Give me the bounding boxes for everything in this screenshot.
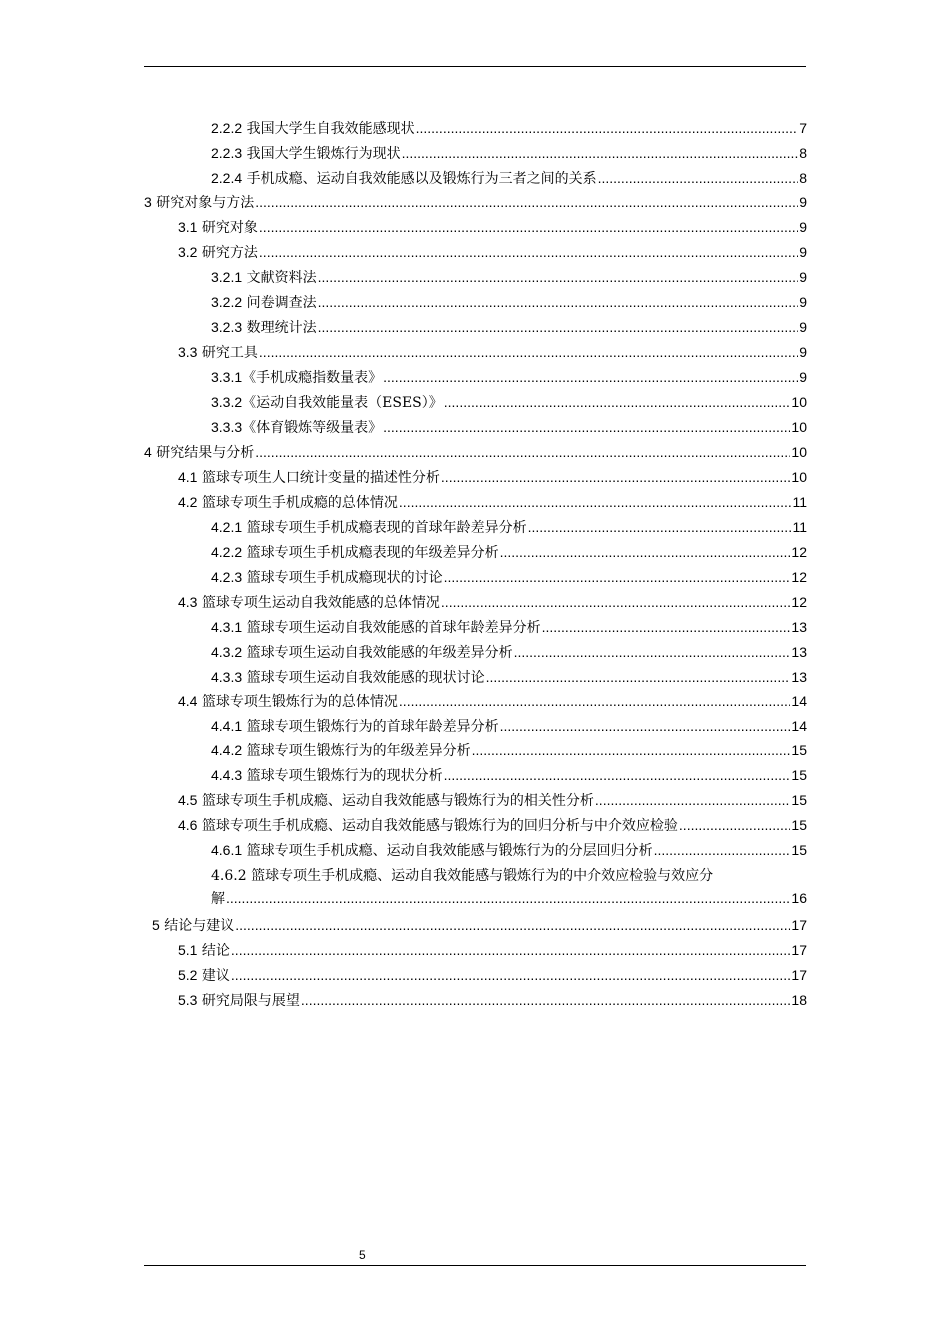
toc-entry-title: 结论: [197, 943, 230, 959]
toc-entry[interactable]: [144, 192, 807, 213]
toc-leader-dots: [472, 740, 791, 760]
toc-entry[interactable]: [211, 765, 807, 786]
toc-entry-number: 5.2: [178, 967, 198, 983]
toc-leader-dots: [528, 517, 792, 537]
toc-entry-page: 9: [799, 269, 807, 285]
toc-leader-dots: [259, 217, 798, 237]
toc-entry-label: [211, 765, 443, 786]
toc-entry-number: 3.1: [178, 219, 198, 235]
toc-entry-page: 10: [791, 444, 807, 460]
toc-entry-title: 篮球专项生运动自我效能感的年级差异分析: [242, 645, 513, 661]
toc-entry[interactable]: [178, 790, 807, 811]
toc-entry-title: 篮球专项生锻炼行为的首球年龄差异分析: [242, 719, 499, 735]
toc-entry-label: [178, 990, 300, 1011]
toc-entry-page: 10: [791, 419, 807, 435]
toc-entry[interactable]: [211, 292, 807, 313]
toc-entry-title: 篮球专项生人口统计变量的描述性分析: [197, 470, 440, 486]
toc-entry-label: [211, 567, 443, 588]
toc-entry-page: 11: [792, 494, 807, 510]
toc-entry-label: [211, 292, 317, 313]
toc-entry-number: 4.2.1: [211, 519, 243, 535]
toc-entry-label: [211, 417, 382, 438]
toc-entry-label: [211, 392, 443, 413]
toc-entry-label: [211, 667, 485, 688]
toc-entry-page: 17: [791, 967, 807, 983]
toc-leader-dots: [235, 915, 790, 935]
toc-entry-page: 15: [791, 767, 807, 783]
toc-entry-title: 数理统计法: [242, 320, 317, 336]
toc-entry-title: 篮球专项生运动自我效能感的现状讨论: [242, 670, 485, 686]
toc-entry-page: 13: [791, 669, 807, 685]
toc-entry-label: [178, 815, 678, 836]
toc-entry-title: 篮球专项生锻炼行为的总体情况: [197, 694, 398, 710]
toc-entry-title-line2: [211, 888, 807, 909]
toc-leader-dots: [231, 940, 791, 960]
toc-leader-dots: [383, 417, 790, 437]
toc-entry-label: [178, 592, 440, 613]
toc-entry-number: 3.3.3: [211, 419, 243, 435]
toc-entry-number: 3.2.2: [211, 294, 243, 310]
toc-entry-number: 4.2.2: [211, 544, 243, 560]
toc-entry-number: 3.2.3: [211, 319, 243, 335]
toc-entry-page: 15: [791, 817, 807, 833]
toc-entry-page: 18: [791, 992, 807, 1008]
toc-entry-title: 篮球专项生手机成瘾的总体情况: [197, 495, 398, 511]
toc-entry[interactable]: [211, 143, 807, 164]
toc-entry-page: 15: [791, 792, 807, 808]
toc-entry-number: 5: [152, 917, 160, 933]
toc-entry[interactable]: [211, 118, 807, 139]
toc-entry-title: 研究对象与方法: [151, 195, 255, 211]
toc-entry-label: [211, 542, 499, 563]
toc-leader-dots: [654, 840, 791, 860]
toc-entry[interactable]: [211, 367, 807, 388]
toc-entry-label: [211, 118, 415, 139]
toc-entry-label: [178, 492, 398, 513]
toc-entry-label: [211, 840, 653, 861]
toc-entry-label: [178, 790, 594, 811]
toc-entry[interactable]: [211, 567, 807, 588]
toc-entry-page: 17: [791, 942, 807, 958]
toc-entry[interactable]: [152, 915, 807, 936]
toc-entry[interactable]: [178, 990, 807, 1011]
toc-entry-page: 12: [791, 569, 807, 585]
toc-leader-dots: [255, 192, 798, 212]
toc-leader-dots: [679, 815, 791, 835]
footer-page-number: 5: [359, 1248, 366, 1262]
toc-entry-number: 4.4.1: [211, 718, 243, 734]
toc-entry-label: [211, 367, 382, 388]
toc-entry-page: 9: [799, 294, 807, 310]
toc-entry[interactable]: [178, 467, 807, 488]
toc-entry-title: 篮球专项生手机成瘾表现的首球年龄差异分析: [242, 520, 527, 536]
toc-entry-number: 4.4.3: [211, 767, 243, 783]
toc-entry[interactable]: [211, 617, 807, 638]
toc-entry-number: 4.3.3: [211, 669, 243, 685]
toc-entry-label: [211, 517, 527, 538]
toc-leader-dots: [402, 143, 799, 163]
toc-entry-title: 篮球专项生手机成瘾现状的讨论: [242, 570, 443, 586]
toc-entry-label: [211, 143, 401, 164]
toc-entry-page: 13: [791, 644, 807, 660]
toc-entry-number: 2.2.3: [211, 145, 243, 161]
toc-entry-title: 问卷调查法: [242, 295, 317, 311]
toc-entry[interactable]: [211, 392, 807, 413]
toc-entry-number: 2.2.4: [211, 170, 243, 186]
toc-leader-dots: [259, 242, 798, 262]
toc-entry-label: [211, 267, 317, 288]
toc-leader-dots: [259, 342, 798, 362]
toc-entry-page: 9: [799, 319, 807, 335]
toc-entry-label: [211, 617, 541, 638]
toc-entry-page: 15: [791, 742, 807, 758]
toc-entry-title: 篮球专项生锻炼行为的年级差异分析: [242, 743, 471, 759]
toc-entry-label: [211, 317, 317, 338]
toc-entry-label: [211, 642, 513, 663]
toc-leader-dots: [301, 990, 791, 1010]
toc-leader-dots: [444, 567, 791, 587]
toc-entry-label: [178, 217, 258, 238]
toc-leader-dots: [399, 691, 791, 711]
toc-entry-number: 4.6.1: [211, 842, 243, 858]
toc-entry-label: [211, 716, 499, 737]
toc-leader-dots: [226, 888, 790, 908]
toc-entry[interactable]: [178, 217, 807, 238]
toc-entry-page: 10: [791, 469, 807, 485]
toc-entry-label: [178, 940, 230, 961]
toc-entry[interactable]: [211, 740, 807, 761]
toc-entry-label: [178, 691, 398, 712]
toc-entry-page: 9: [799, 344, 807, 360]
toc-entry-title: 篮球专项生手机成瘾、运动自我效能感与锻炼行为的分层回归分析: [242, 843, 653, 859]
toc-entry-title: 篮球专项生手机成瘾、运动自我效能感与锻炼行为的回归分析与中介效应检验: [197, 818, 678, 834]
toc-entry-page: 13: [791, 619, 807, 635]
toc-entry-title: 研究局限与展望: [197, 993, 300, 1009]
toc-leader-dots: [383, 367, 798, 387]
toc-entry-title: 我国大学生自我效能感现状: [242, 121, 415, 137]
toc-entry-number: 4.4: [178, 693, 198, 709]
toc-leader-dots: [441, 592, 791, 612]
toc-entry-page: 10: [791, 394, 807, 410]
toc-entry-number: 4.3.1: [211, 619, 243, 635]
toc-leader-dots: [318, 292, 799, 312]
toc-entry-page: 8: [799, 170, 807, 186]
toc-entry-number: 3.3.2: [211, 394, 243, 410]
toc-entry-title: 研究方法: [197, 245, 258, 261]
toc-leader-dots: [444, 392, 791, 412]
toc-entry[interactable]: [211, 716, 807, 737]
toc-entry[interactable]: [211, 517, 807, 538]
toc-entry-title: 篮球专项生运动自我效能感的首球年龄差异分析: [242, 620, 541, 636]
toc-entry-title-line1: [211, 864, 807, 888]
toc-entry-number: 4.2: [178, 494, 198, 510]
toc-entry-page: 9: [799, 244, 807, 260]
header-rule: [144, 66, 806, 67]
toc-entry-page: 9: [799, 369, 807, 385]
toc-entry-number: 3.3: [178, 344, 198, 360]
toc-leader-dots: [399, 492, 792, 512]
toc-entry[interactable]: [211, 840, 807, 861]
toc-entry[interactable]: [178, 965, 807, 986]
toc-entry-number: 2.2.2: [211, 120, 243, 136]
toc-entry-title: 《手机成瘾指数量表》: [242, 370, 383, 386]
toc-leader-dots: [514, 642, 791, 662]
toc-leader-dots: [441, 467, 791, 487]
toc-entry-number: 4.5: [178, 792, 198, 808]
toc-entry-number: 5.3: [178, 992, 198, 1008]
toc-entry-label: [178, 965, 230, 986]
toc-entry-number: 3.3.1: [211, 369, 243, 385]
toc-leader-dots: [500, 716, 791, 736]
toc-entry-number: 4.6.2: [211, 868, 247, 884]
toc-entry-title: 篮球专项生手机成瘾表现的年级差异分析: [242, 545, 499, 561]
toc-leader-dots: [318, 317, 799, 337]
toc-entry-number: 3: [144, 194, 152, 210]
toc-entry-number: 3.2: [178, 244, 198, 260]
toc-entry-page: 17: [791, 917, 807, 933]
toc-entry-page: 8: [799, 145, 807, 161]
toc-entry-number: 3.2.1: [211, 269, 243, 285]
toc-leader-dots: [542, 617, 791, 637]
toc-leader-dots: [255, 442, 790, 462]
toc-leader-dots: [598, 168, 799, 188]
toc-leader-dots: [318, 267, 799, 287]
toc-entry-page: 11: [792, 519, 807, 535]
toc-leader-dots: [444, 765, 791, 785]
toc-entry-number: 4.3.2: [211, 644, 243, 660]
toc-entry-number: 4.4.2: [211, 742, 243, 758]
toc-entry-title: 篮球专项生手机成瘾、运动自我效能感与锻炼行为的中介效应检验与效应分: [246, 868, 714, 884]
toc-entry-page: 12: [791, 594, 807, 610]
toc-entry[interactable]: [211, 642, 807, 663]
toc-entry-number: 4.1: [178, 469, 198, 485]
toc-entry-title: 结论与建议: [159, 918, 235, 934]
toc-entry[interactable]: [178, 691, 807, 712]
toc-entry-title: 研究结果与分析: [151, 445, 255, 461]
toc-entry-label: [211, 168, 597, 189]
toc-entry-title: 手机成瘾、运动自我效能感以及锻炼行为三者之间的关系: [242, 171, 597, 187]
toc-entry[interactable]: [178, 342, 807, 363]
toc-entry-page: 9: [799, 194, 807, 210]
toc-leader-dots: [231, 965, 791, 985]
toc-leader-dots: [486, 667, 791, 687]
toc-entry-label: [144, 192, 254, 213]
footer-rule: [144, 1265, 806, 1266]
toc-entry[interactable]: [144, 442, 807, 463]
toc-entry[interactable]: [211, 667, 807, 688]
toc-entry[interactable]: [211, 542, 807, 563]
toc-entry-number: 4.3: [178, 594, 198, 610]
toc-entry-label: [152, 915, 234, 936]
toc-entry-number: 4: [144, 444, 152, 460]
toc-entry-number: 4.6: [178, 817, 198, 833]
toc-entry-title: 文献资料法: [242, 270, 317, 286]
toc-leader-dots: [500, 542, 791, 562]
toc-leader-dots: [416, 118, 799, 138]
toc-entry[interactable]: [178, 940, 807, 961]
toc-entry-title: 篮球专项生锻炼行为的现状分析: [242, 768, 443, 784]
toc-entry[interactable]: [178, 242, 807, 263]
toc-entry-page: 12: [791, 544, 807, 560]
toc-entry-page: 14: [791, 718, 807, 734]
toc-entry-number: 5.1: [178, 942, 198, 958]
toc-entry-title: 研究对象: [197, 220, 258, 236]
toc-entry-title: 研究工具: [197, 345, 258, 361]
toc-entry-4-6-2[interactable]: [211, 864, 807, 909]
toc-entry-label: [144, 442, 254, 463]
toc-entry-page: 16: [791, 890, 807, 906]
toc-entry[interactable]: [178, 492, 807, 513]
toc-entry[interactable]: [178, 592, 807, 613]
toc-entry[interactable]: [211, 317, 807, 338]
toc-entry[interactable]: [211, 168, 807, 189]
toc-entry[interactable]: [211, 417, 807, 438]
toc-leader-dots: [595, 790, 791, 810]
toc-entry-label: [178, 242, 258, 263]
toc-entry-title: 建议: [197, 968, 230, 984]
toc-entry-title: 《体育锻炼等级量表》: [242, 420, 383, 436]
toc-entry-title: 《运动自我效能量表（ESES）》: [242, 395, 443, 411]
toc-entry[interactable]: [178, 815, 807, 836]
toc-entry-label: [178, 342, 258, 363]
toc-entry-number: 4.2.3: [211, 569, 243, 585]
toc-entry-label: [211, 740, 471, 761]
toc-entry-page: 14: [791, 693, 807, 709]
toc-entry[interactable]: [211, 267, 807, 288]
toc-entry-title: 篮球专项生手机成瘾、运动自我效能感与锻炼行为的相关性分析: [197, 793, 594, 809]
toc-entry-title-continued: 解: [211, 891, 225, 907]
toc-entry-title: 篮球专项生运动自我效能感的总体情况: [197, 595, 440, 611]
toc-entry-page: 9: [799, 219, 807, 235]
toc-entry-label: [178, 467, 440, 488]
toc-entry-title: 我国大学生锻炼行为现状: [242, 146, 401, 162]
toc-entry-page: 7: [799, 120, 807, 136]
toc-entry-page: 15: [791, 842, 807, 858]
